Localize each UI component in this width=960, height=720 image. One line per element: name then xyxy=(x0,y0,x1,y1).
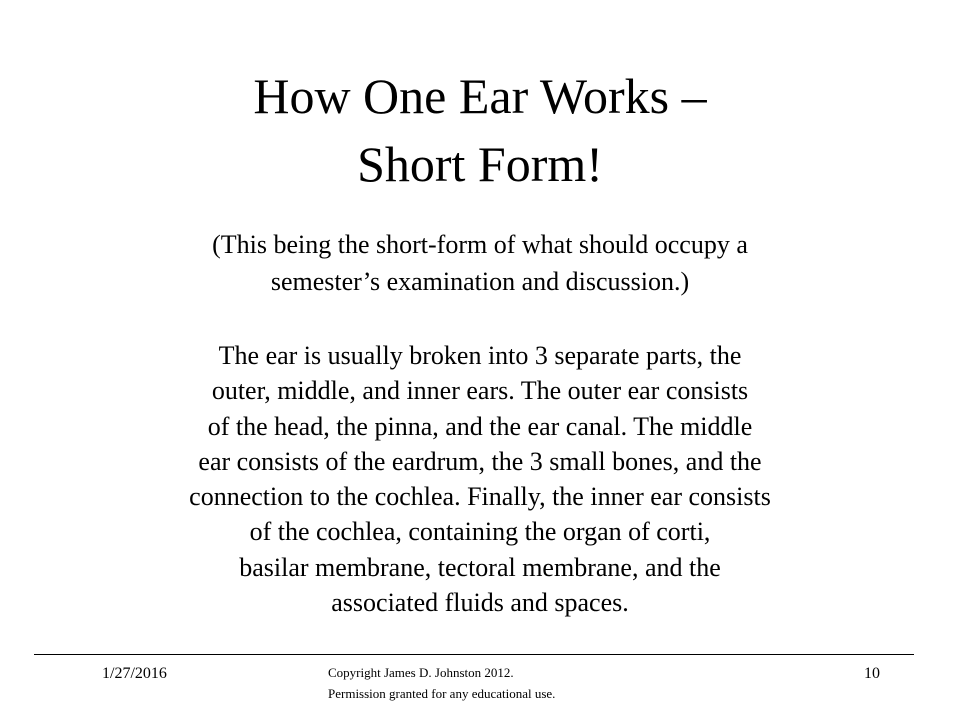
slide-title xyxy=(0,62,960,198)
page-number: 10 xyxy=(864,665,880,682)
body-line: The ear is usually broken into 3 separate parts, the xyxy=(218,341,742,370)
footer-date: 1/27/2016 xyxy=(102,665,167,682)
slide-subtitle xyxy=(0,226,960,300)
body-line: basilar membrane, tectoral membrane, and the xyxy=(239,552,721,582)
body-line: outer, middle, and inner ears. The outer ear consists xyxy=(211,376,749,406)
footer-copyright xyxy=(328,662,555,704)
subtitle-line: semester’s examination and discussion.) xyxy=(270,267,690,296)
slide-body xyxy=(0,338,960,620)
copyright-line: Copyright James D. Johnston 2012. xyxy=(328,665,514,680)
footer-divider xyxy=(34,654,914,655)
body-line: of the cochlea, containing the organ of corti, xyxy=(249,517,711,547)
subtitle-line: (This being the short-form of what should occupy a xyxy=(212,230,748,259)
body-line: of the head, the pinna, and the ear canal. The middle xyxy=(207,411,753,441)
body-line: associated fluids and spaces. xyxy=(331,588,629,618)
slide-title-line: Short Form! xyxy=(357,136,603,192)
slide-title-line: How One Ear Works – xyxy=(253,68,707,124)
body-line: ear consists of the eardrum, the 3 small bones, and the xyxy=(198,446,762,476)
body-line: connection to the cochlea. Finally, the inner ear consists xyxy=(189,482,771,512)
permission-line: Permission granted for any educational use. xyxy=(328,686,556,701)
